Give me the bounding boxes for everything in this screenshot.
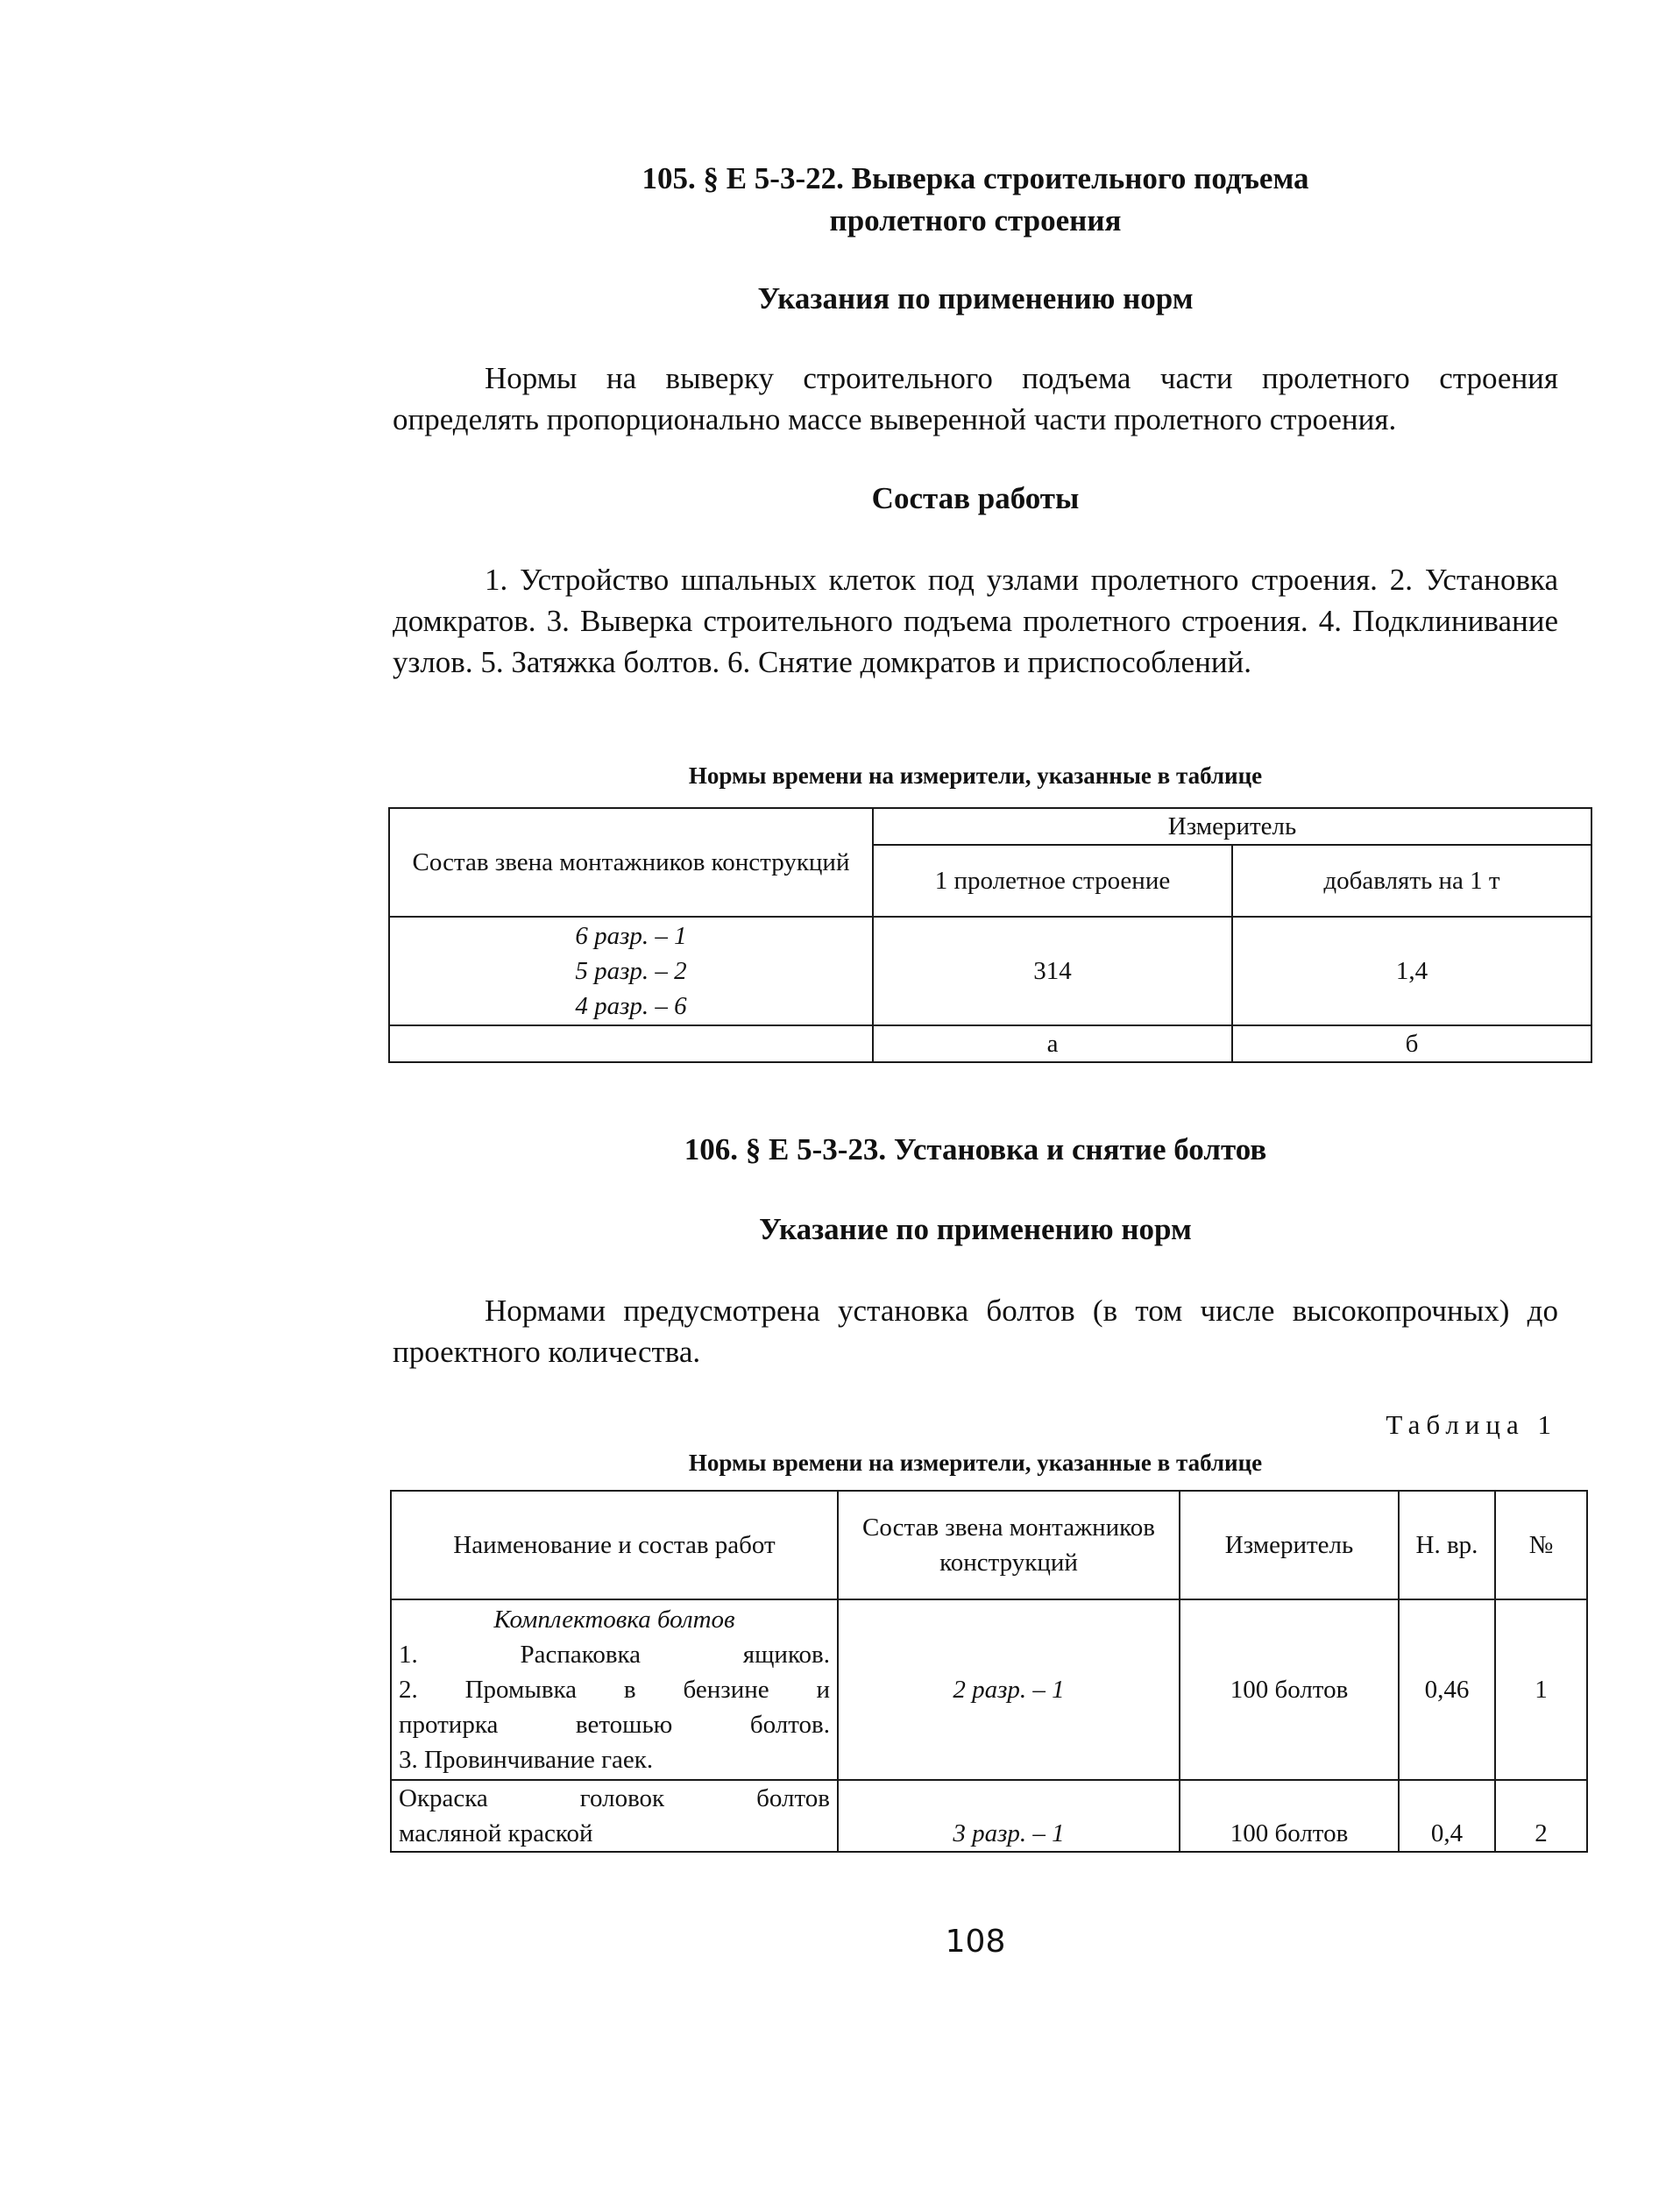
section-105-title-line2: пролетного строения [829, 203, 1122, 238]
value-b-cell: 1,4 [1232, 917, 1591, 1025]
section-105-work-heading: Состав работы [871, 481, 1080, 515]
section-105-work-text: 1. Устройство шпальных клеток под узлами пролетного строения. 2. Установка домкратов. 3. Выверка строительного подъема пролетного строения. 4. Подклинивание узлов. 5. Затяжка болтов. 6. Снятие домкратов и приспособлений. [393, 563, 1558, 679]
section-106-norm-table [390, 1490, 1588, 1853]
value-a-cell: 314 [873, 917, 1232, 1025]
col-a-header-cell: 1 пролетное строение [873, 845, 1232, 917]
row1-name-line: 2. Промывка в бензине и [399, 1676, 830, 1704]
crew-composition-cell [389, 917, 873, 1025]
meter-header-cell: Измеритель [873, 808, 1591, 845]
table-number: Таблица 1 [1386, 1409, 1557, 1440]
header-norm-cell: Н. вр. [1399, 1491, 1495, 1599]
page-number: 108 [945, 1924, 1006, 1960]
table-row [391, 1780, 1587, 1852]
section-105-instructions-text: Нормы на выверку строительного подъема части пролетного строения определять пропорционально массе выверенной части пролетного строения. [393, 361, 1558, 436]
crew-header-cell: Состав звена монтажников конструкций [389, 808, 873, 917]
row1-crew-cell: 2 разр. – 1 [838, 1599, 1180, 1780]
row2-number-cell: 2 [1495, 1780, 1587, 1852]
header-meter-cell: Измеритель [1180, 1491, 1399, 1599]
row2-crew-cell: 3 разр. – 1 [838, 1780, 1180, 1852]
section-106-instructions-heading: Указание по применению норм [759, 1212, 1192, 1246]
header-crew-cell: Состав звена монтажников конструкций [838, 1491, 1180, 1599]
crew-line: 4 разр. – 6 [575, 992, 687, 1020]
row1-name-cell [391, 1599, 838, 1780]
row2-name-line: масляной краской [399, 1819, 593, 1847]
row2-name-cell [391, 1780, 838, 1852]
section-106-instructions-text: Нормами предусмотрена установка болтов (в том числе высокопрочных) до проектного количества. [393, 1294, 1558, 1369]
row2-meter-cell: 100 болтов [1180, 1780, 1399, 1852]
crew-line: 6 разр. – 1 [575, 922, 687, 950]
row2-name-line: Окраска головок болтов [399, 1784, 830, 1812]
index-b-cell: б [1232, 1025, 1591, 1062]
crew-line: 5 разр. – 2 [575, 957, 687, 985]
table-row [391, 1599, 1587, 1780]
section-105-table-caption: Нормы времени на измерители, указанные в таблице [688, 762, 1263, 789]
row1-number-cell: 1 [1495, 1599, 1587, 1780]
section-105-norm-table [388, 807, 1592, 1063]
row1-norm-cell: 0,46 [1399, 1599, 1495, 1780]
empty-index-cell [389, 1025, 873, 1062]
header-name-cell: Наименование и состав работ [391, 1491, 838, 1599]
section-105-instructions-heading: Указания по применению норм [757, 281, 1194, 316]
header-number-cell: № [1495, 1491, 1587, 1599]
row1-name-title: Комплектовка болтов [493, 1606, 735, 1634]
col-b-header-cell: добавлять на 1 т [1232, 845, 1591, 917]
section-105-title [393, 158, 1558, 242]
section-106-title: 106. § Е 5-3-23. Установка и снятие болтов [684, 1132, 1267, 1166]
row1-meter-cell: 100 болтов [1180, 1599, 1399, 1780]
section-105-title-line1: 105. § Е 5-3-22. Выверка строительного подъема [642, 161, 1309, 195]
row2-norm-cell: 0,4 [1399, 1780, 1495, 1852]
row1-name-line: 3. Провинчивание гаек. [399, 1746, 654, 1774]
row1-name-line: 1. Распаковка ящиков. [399, 1641, 830, 1669]
row1-name-line: протирка ветошью болтов. [399, 1711, 830, 1739]
index-a-cell: а [873, 1025, 1232, 1062]
section-106-table-caption: Нормы времени на измерители, указанные в таблице [688, 1450, 1263, 1476]
